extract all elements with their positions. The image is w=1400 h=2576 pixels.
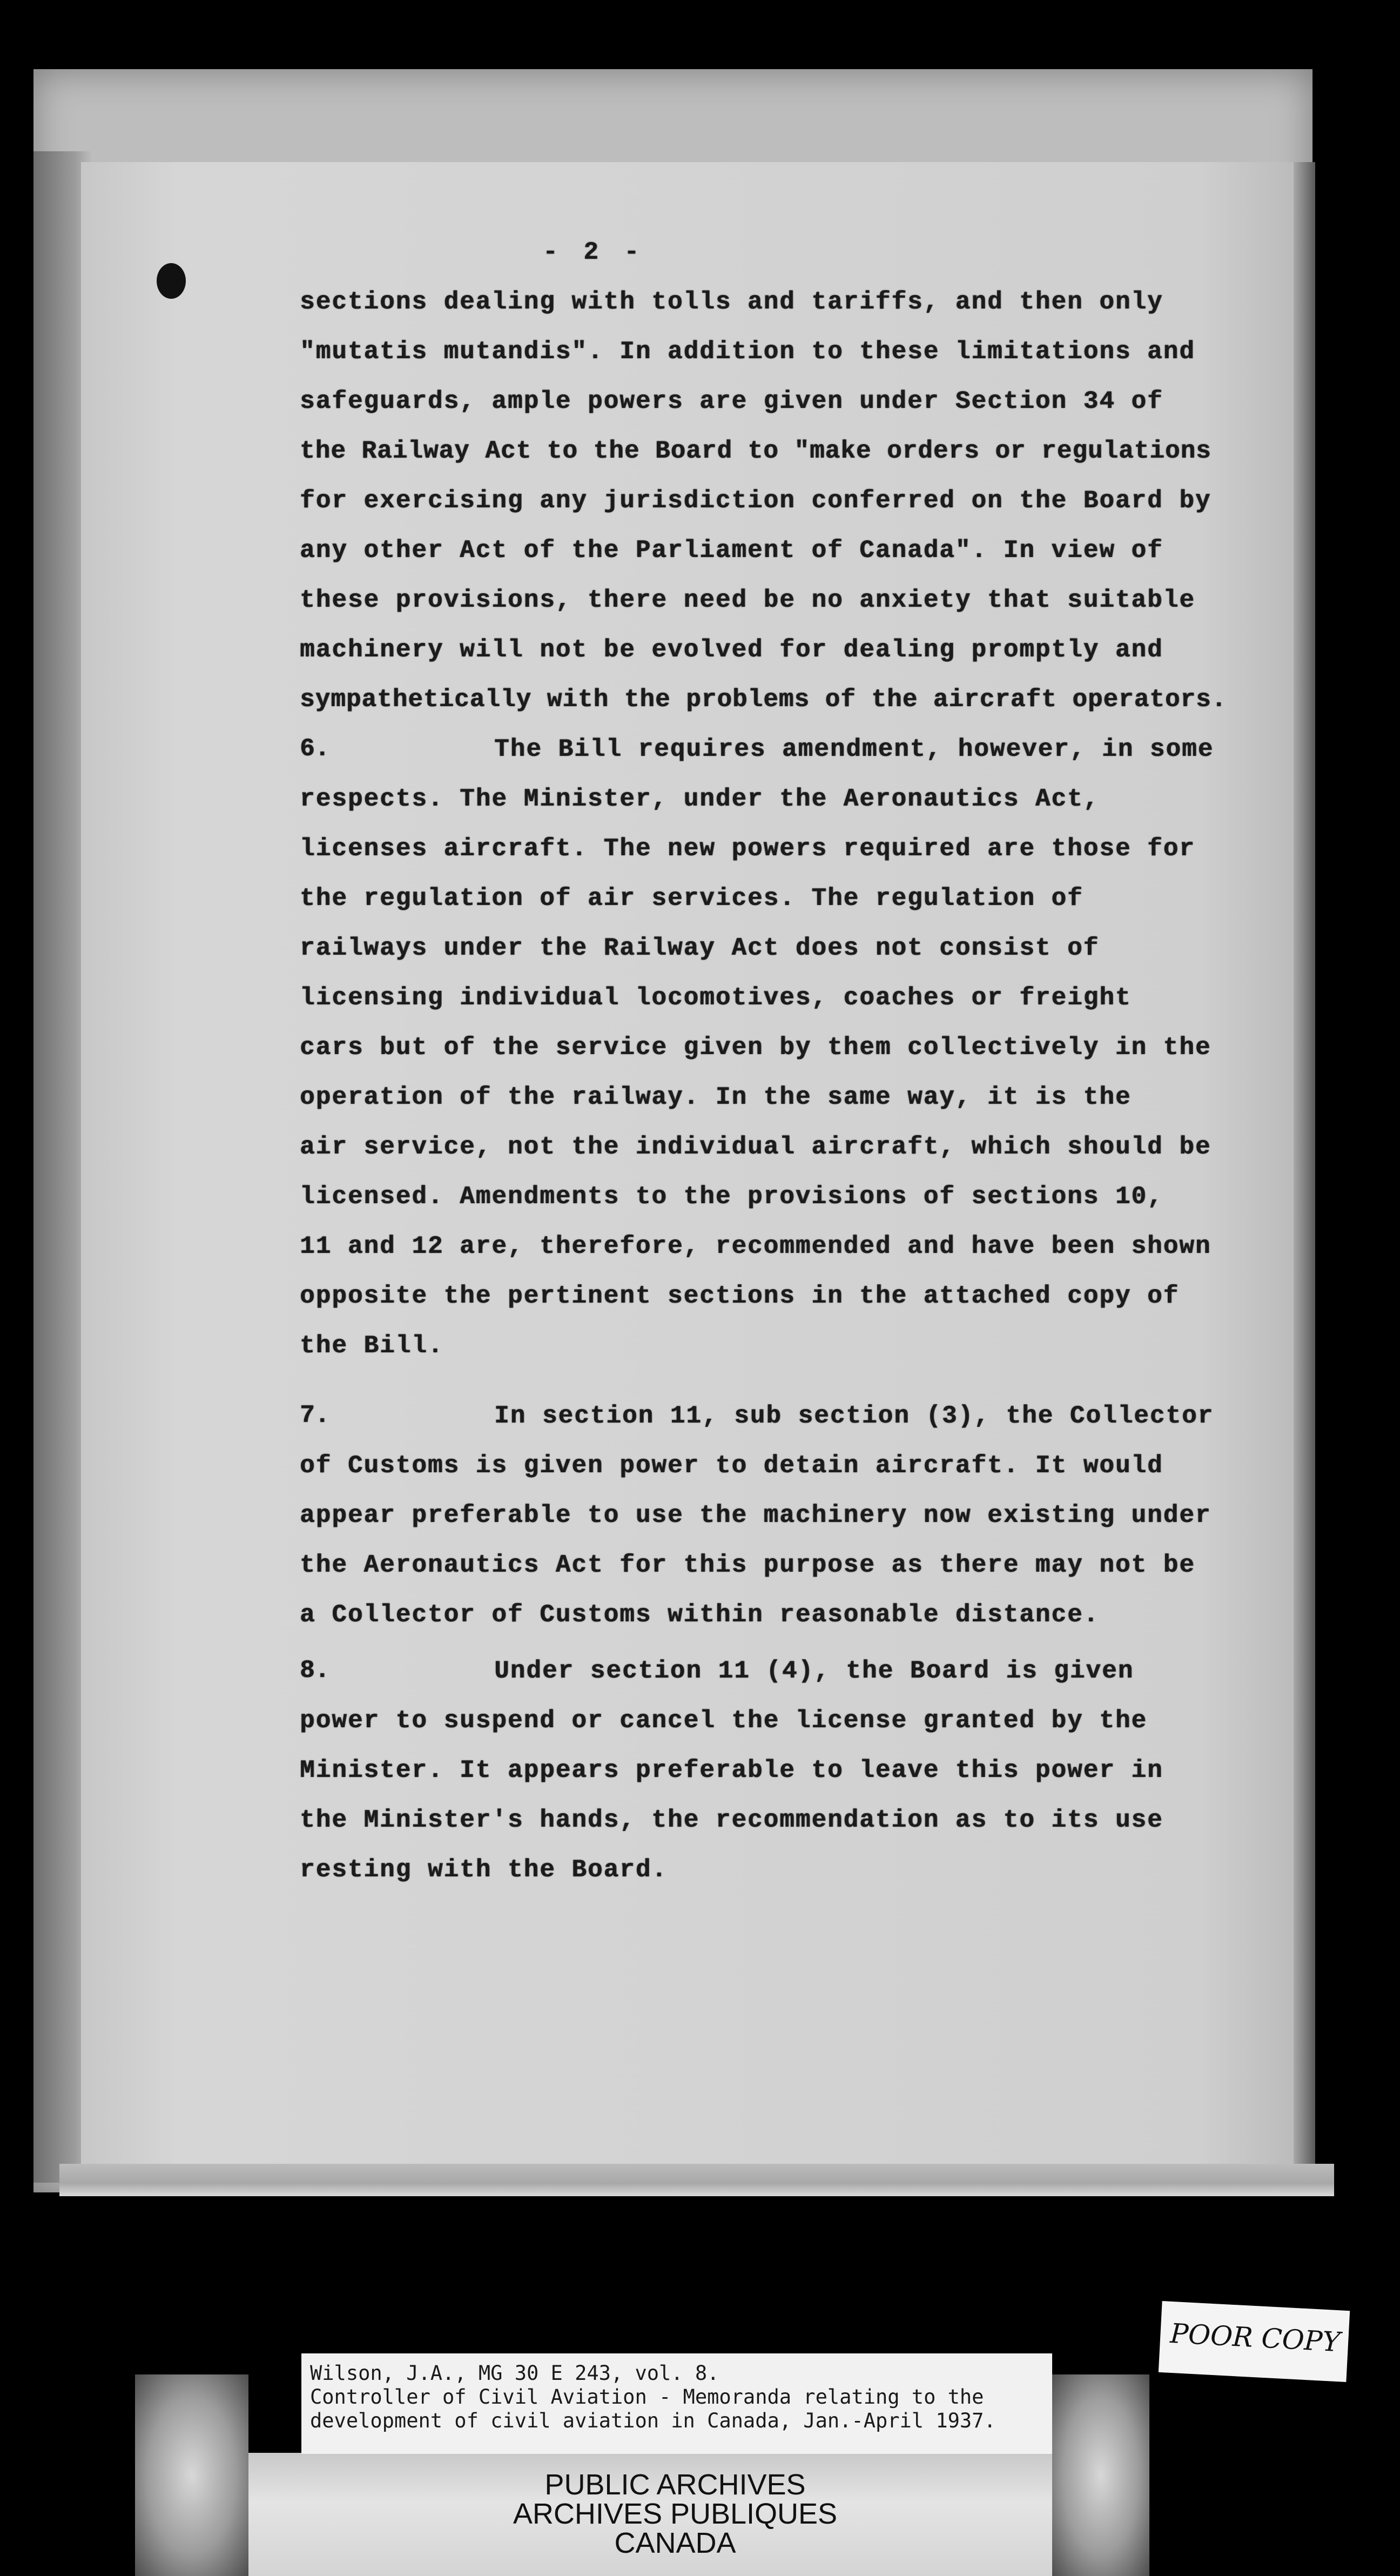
memo-line: Minister. It appears preferable to leave this power in [300, 1756, 1163, 1785]
memo-line: respects. The Minister, under the Aeronautics Act, [300, 785, 1100, 813]
memo-line: these provisions, there need be no anxiety that suitable [300, 586, 1195, 614]
label-line: Controller of Civil Aviation - Memoranda relating to the [310, 2385, 984, 2409]
archive-stamp-line: CANADA [614, 2527, 736, 2559]
memo-line: for exercising any jurisdiction conferred on the Board by [300, 487, 1211, 515]
punch-hole [157, 263, 186, 299]
memo-line: of Customs is given power to detain aircraft. It would [300, 1452, 1163, 1480]
memo-line: licenses aircraft. The new powers required are those for [300, 835, 1195, 863]
poor-copy-note [1159, 2301, 1350, 2382]
page-right-edge-shadow [1294, 162, 1315, 2183]
memo-line: opposite the pertinent sections in the attached copy of [300, 1282, 1180, 1310]
memo-line: the Railway Act to the Board to "make orders or regulations [300, 437, 1211, 465]
page-bottom-edge [59, 2164, 1334, 2196]
memo-line: "mutatis mutandis". In addition to these limitations and [300, 338, 1195, 366]
memo-line: the Bill. [300, 1332, 444, 1360]
label-line: development of civil aviation in Canada, Jan.-April 1937. [310, 2409, 996, 2432]
memo-line: operation of the railway. In the same way, it is the [300, 1083, 1132, 1111]
memo-line: cars but of the service given by them collectively in the [300, 1034, 1211, 1062]
stamp-edge-left [135, 2374, 248, 2576]
memo-line: resting with the Board. [300, 1856, 668, 1884]
archive-stamp-line: PUBLIC ARCHIVES [544, 2468, 806, 2501]
memo-line: The Bill requires amendment, however, in some [494, 735, 1214, 763]
memo-line: machinery will not be evolved for dealing promptly and [300, 636, 1163, 664]
label-line: Wilson, J.A., MG 30 E 243, vol. 8. [310, 2362, 719, 2385]
paragraph-number: 6. [300, 735, 330, 763]
archive-reel-label [301, 2353, 1052, 2454]
memo-line: power to suspend or cancel the license granted by the [300, 1707, 1148, 1735]
memo-line: the Minister's hands, the recommendation as to its use [300, 1806, 1163, 1834]
memo-line: safeguards, ample powers are given under Section 34 of [300, 387, 1163, 415]
memo-line: 11 and 12 are, therefore, recommended and have been shown [300, 1232, 1211, 1260]
stamp-edge-right [1052, 2374, 1149, 2576]
paragraph-number: 8. [300, 1656, 330, 1685]
memo-line: appear preferable to use the machinery now existing under [300, 1501, 1211, 1530]
memo-line: any other Act of the Parliament of Canada". In view of [300, 536, 1163, 565]
memo-line: railways under the Railway Act does not consist of [300, 934, 1100, 962]
memo-line: a Collector of Customs within reasonable distance. [300, 1601, 1100, 1629]
memo-line: the Aeronautics Act for this purpose as there may not be [300, 1551, 1195, 1579]
paragraph-number: 7. [300, 1401, 330, 1430]
memo-line: the regulation of air services. The regulation of [300, 884, 1083, 913]
memo-line: sections dealing with tolls and tariffs, and then only [300, 288, 1163, 316]
memo-line: licensing individual locomotives, coaches or freight [300, 984, 1132, 1012]
poor-copy-text: POOR COPY [1169, 2317, 1341, 2358]
archive-stamp-line: ARCHIVES PUBLIQUES [513, 2498, 838, 2530]
memo-line: In section 11, sub section (3), the Collector [494, 1402, 1214, 1430]
page-number: - 2 - [543, 238, 645, 266]
memo-line: Under section 11 (4), the Board is given [494, 1657, 1134, 1685]
memo-line: licensed. Amendments to the provisions of sections 10, [300, 1183, 1163, 1211]
memo-line: air service, not the individual aircraft, which should be [300, 1133, 1211, 1161]
memo-line: sympathetically with the problems of the aircraft operators. [300, 686, 1227, 714]
